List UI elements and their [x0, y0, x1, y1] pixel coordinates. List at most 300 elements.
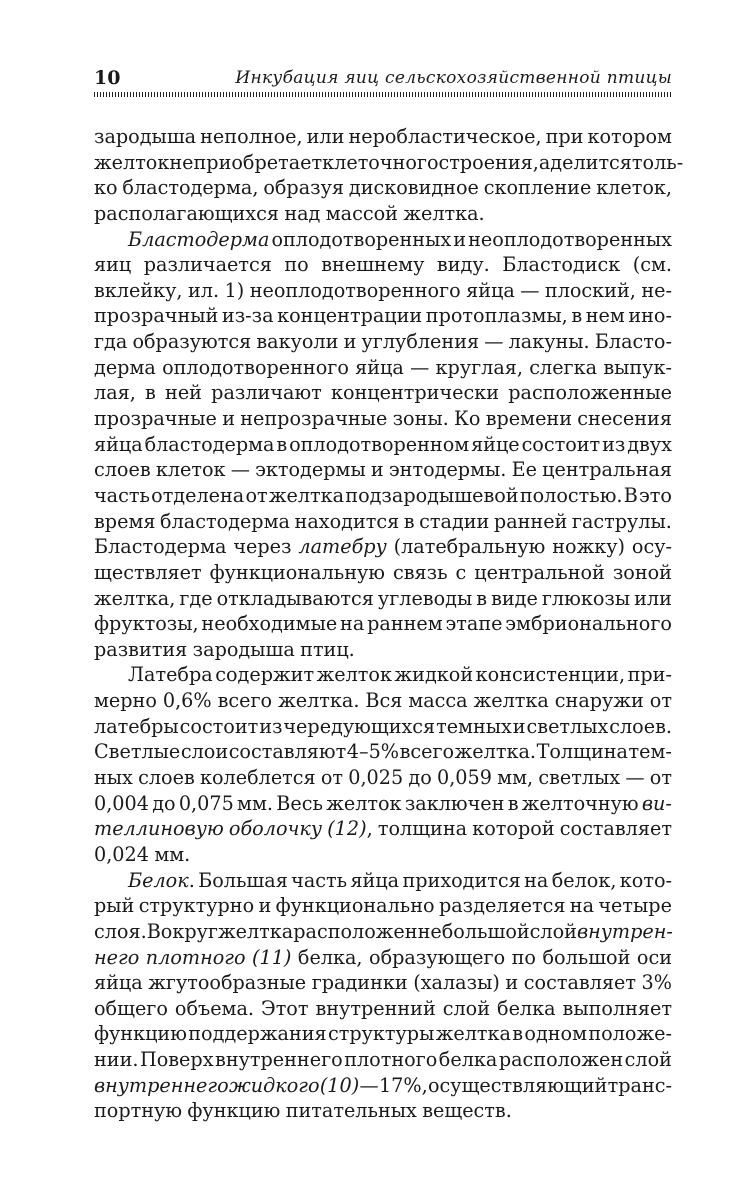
- text-line: [94, 1047, 672, 1073]
- word: ранней: [493, 509, 568, 533]
- word: функцию: [94, 1022, 187, 1046]
- word: расположен: [498, 1048, 624, 1072]
- text-line: [94, 509, 672, 535]
- word: выполняет: [562, 996, 672, 1020]
- word: углеводы: [377, 586, 473, 610]
- word: из-за: [221, 304, 274, 328]
- word: и: [258, 894, 272, 918]
- word: гаструлы.: [571, 509, 672, 533]
- word: небольшой: [417, 919, 530, 943]
- word: мерно: [94, 689, 157, 713]
- word: структурно: [138, 894, 255, 918]
- word: (халазы): [413, 971, 500, 995]
- word: образуются: [132, 330, 252, 354]
- text-line: [94, 175, 672, 201]
- word: скопление: [483, 176, 592, 200]
- word: массой: [325, 201, 398, 225]
- word: 0,025: [348, 766, 404, 790]
- word: функционально: [275, 894, 435, 918]
- word: градинки: [311, 971, 408, 995]
- word: —: [410, 355, 430, 379]
- text-line: [94, 406, 672, 432]
- text-line: [94, 355, 672, 381]
- text-line: [94, 483, 672, 509]
- text-line: [94, 534, 672, 560]
- word: виду.: [436, 253, 490, 277]
- word: с: [455, 560, 467, 584]
- word: объема.: [174, 996, 255, 1020]
- text-line: [94, 278, 672, 304]
- word: Бласто-: [594, 330, 672, 354]
- word: стадии: [419, 509, 490, 533]
- word: откладываются: [216, 586, 374, 610]
- word: Светлые: [94, 740, 181, 764]
- word: двух: [627, 432, 672, 456]
- word: большой: [542, 945, 631, 969]
- word: по: [284, 253, 309, 277]
- word: энтодермы.: [388, 458, 507, 482]
- word: выпук-: [603, 355, 672, 379]
- word: тем-: [628, 740, 672, 764]
- word: Бластодерма: [128, 227, 270, 251]
- word: отделена: [151, 483, 245, 507]
- word: Вся: [365, 689, 403, 713]
- word: желтка: [217, 919, 294, 943]
- word: зародыша: [94, 125, 197, 148]
- word: оплодотворенного: [162, 355, 349, 379]
- word: расположен: [293, 919, 418, 943]
- word: 0,004: [94, 791, 149, 815]
- word: до: [408, 766, 432, 790]
- word: времени: [485, 407, 573, 431]
- text-line: [94, 714, 672, 740]
- word: темных: [436, 714, 512, 738]
- text-line: [94, 662, 672, 688]
- word: находится: [294, 509, 400, 533]
- text-line: [94, 996, 672, 1022]
- word: осу-: [631, 535, 672, 559]
- word: необходимые: [201, 612, 338, 636]
- word: от: [245, 483, 268, 507]
- word: 0,075: [178, 791, 234, 815]
- running-title: Инкубация яиц сельскохозяйственной птицы: [235, 68, 672, 88]
- word: и: [370, 458, 384, 482]
- text-line: [94, 124, 672, 150]
- word: внутреннего: [215, 1048, 343, 1072]
- word: время: [94, 509, 156, 533]
- word: из: [602, 432, 626, 456]
- word: внутренний: [315, 996, 436, 1020]
- text-line: [94, 329, 672, 355]
- word: котором: [587, 125, 672, 148]
- word: вклейку,: [94, 278, 183, 302]
- word: лая,: [94, 381, 136, 405]
- page-header: [94, 66, 672, 96]
- word: —: [520, 278, 540, 302]
- text-line: [94, 1098, 672, 1124]
- word: белка,: [297, 945, 363, 969]
- word: Весь: [276, 791, 323, 815]
- word: этапе: [445, 612, 503, 636]
- word: светлых: [526, 714, 609, 738]
- word: 0,6%: [162, 689, 212, 713]
- word: латебры: [94, 714, 179, 738]
- word: толщина: [377, 817, 468, 841]
- word: слой: [442, 996, 491, 1020]
- word: неоплодотворенного: [249, 278, 461, 302]
- word: приобретает: [193, 150, 323, 174]
- word: на: [524, 868, 549, 892]
- word: от: [649, 689, 672, 713]
- word: которой: [472, 817, 555, 841]
- word: приходится: [402, 868, 521, 892]
- word: зародыша: [192, 637, 295, 661]
- word: белок,: [551, 868, 617, 892]
- word: птиц.: [300, 637, 355, 661]
- word: мм,: [497, 766, 534, 790]
- word: бластодерма: [144, 432, 275, 456]
- word: внутрен-: [576, 919, 673, 943]
- word: слой: [624, 1048, 672, 1072]
- word: образующего: [369, 945, 506, 969]
- word: часть: [291, 868, 348, 892]
- word: вакуоли: [256, 330, 339, 354]
- word: желтка: [473, 689, 549, 713]
- word: в: [512, 1022, 524, 1046]
- word: концентрации: [277, 304, 423, 328]
- word: 17%,: [378, 1073, 428, 1097]
- word: в: [571, 304, 583, 328]
- word: всего: [399, 740, 455, 764]
- word: при: [545, 125, 584, 148]
- word: ней: [165, 381, 202, 405]
- word: желточную: [521, 791, 639, 815]
- word: раннем: [367, 612, 443, 636]
- text-line: [94, 457, 672, 483]
- word: неполное,: [200, 125, 303, 148]
- word: внешнему: [321, 253, 425, 277]
- word: где: [179, 586, 213, 610]
- word: рый: [94, 894, 135, 918]
- word: 0,024: [94, 842, 149, 866]
- word: Белок.: [128, 868, 195, 892]
- word: латебру: [298, 535, 387, 559]
- word: Ко: [454, 407, 481, 431]
- word: Толщина: [536, 740, 628, 764]
- word: и: [512, 714, 526, 738]
- word: глюкозы: [541, 586, 631, 610]
- word: и: [505, 971, 519, 995]
- word: состоит: [179, 714, 259, 738]
- word: ных: [94, 766, 133, 790]
- text-line: [94, 432, 672, 458]
- word: эктодермы: [255, 458, 366, 482]
- word: протоплазмы,: [425, 304, 568, 328]
- word: яйца: [350, 868, 400, 892]
- word: В: [623, 483, 638, 507]
- word: Бластодерма: [94, 535, 227, 559]
- word: желтка: [435, 1022, 511, 1046]
- word: до: [152, 791, 176, 815]
- text-line: [94, 201, 672, 227]
- text-line: [94, 919, 672, 945]
- word: мм.: [154, 842, 191, 866]
- word: желтка.: [454, 740, 536, 764]
- word: консистенции,: [475, 663, 626, 687]
- word: (10): [319, 1073, 360, 1097]
- word: и: [222, 407, 235, 431]
- word: положе-: [588, 1022, 672, 1046]
- word: внутреннего: [94, 1073, 229, 1097]
- word: жидкого: [228, 1073, 320, 1097]
- word: бластодерма: [160, 509, 290, 533]
- word: толь-: [631, 150, 684, 174]
- text-line: [94, 970, 672, 996]
- text-line: [94, 765, 672, 791]
- text-line: [94, 868, 672, 894]
- page-number: 10: [94, 67, 121, 89]
- word: слоя.: [94, 919, 147, 943]
- word: яйца: [466, 278, 515, 302]
- word: эмбрионального: [505, 612, 672, 636]
- word: (латебральную: [393, 535, 546, 559]
- word: строения,: [438, 150, 539, 174]
- text-line: [94, 739, 672, 765]
- word: полостью.: [519, 483, 623, 507]
- word: Бластодиск: [502, 253, 621, 277]
- word: виде: [491, 586, 538, 610]
- word: неоплодотворенных: [468, 227, 672, 251]
- word: гда: [94, 330, 128, 354]
- word: подзародышевой: [345, 483, 519, 507]
- word: чередующихся: [283, 714, 436, 738]
- word: при-: [627, 663, 672, 687]
- word: не: [169, 150, 194, 174]
- word: Вокруг: [146, 919, 218, 943]
- word: центральная: [542, 458, 672, 482]
- word: углубления: [361, 330, 480, 354]
- word: слоев: [138, 766, 195, 790]
- text-line: [94, 150, 684, 176]
- word: плоский,: [544, 278, 636, 302]
- word: на: [569, 894, 595, 918]
- text-line: [94, 586, 672, 612]
- text-line: [94, 303, 672, 329]
- word: слои: [180, 740, 229, 764]
- body-text: [94, 124, 684, 1124]
- word: на: [340, 612, 365, 636]
- word: над: [284, 201, 321, 225]
- word: —: [625, 766, 645, 790]
- word: фруктозы,: [94, 612, 199, 636]
- text-line: [94, 560, 672, 586]
- word: ко: [94, 176, 118, 200]
- word: нем: [585, 304, 625, 328]
- text-line: [94, 252, 672, 278]
- word: (12),: [327, 817, 373, 841]
- word: не-: [641, 278, 672, 302]
- word: от: [649, 766, 672, 790]
- word: поддержания: [188, 1022, 327, 1046]
- word: оси: [636, 945, 672, 969]
- word: жгутообразные: [148, 971, 307, 995]
- word: часть: [94, 483, 150, 507]
- word: слой: [529, 919, 577, 943]
- word: яиц: [94, 253, 132, 277]
- text-line: [94, 688, 672, 714]
- word: ножку): [552, 535, 626, 559]
- word: составляют: [228, 740, 347, 764]
- word: через: [233, 535, 292, 559]
- word: белка: [497, 996, 556, 1020]
- text-line: [94, 637, 672, 663]
- word: прозрачные: [94, 407, 217, 431]
- text-line: [94, 611, 672, 637]
- word: зоны.: [392, 407, 449, 431]
- word: клеток,: [596, 176, 672, 200]
- word: это: [639, 483, 672, 507]
- word: от: [320, 766, 344, 790]
- word: клеточного: [322, 150, 439, 174]
- word: снаружи: [554, 689, 644, 713]
- word: яйце: [471, 432, 520, 456]
- word: ино-: [628, 304, 672, 328]
- word: центральной: [474, 560, 605, 584]
- text-line: [94, 1073, 672, 1099]
- word: Ее: [511, 458, 537, 482]
- word: неробластическое,: [348, 125, 542, 148]
- word: в: [507, 791, 519, 815]
- word: желток: [94, 150, 170, 174]
- text-line: [94, 893, 672, 919]
- word: из: [259, 714, 283, 738]
- word: делится: [550, 150, 632, 174]
- word: транс-: [607, 1073, 672, 1097]
- word: образуя: [263, 176, 344, 200]
- word: желток: [316, 663, 392, 687]
- word: кото-: [619, 868, 672, 892]
- word: светлых: [538, 766, 621, 790]
- word: четыре: [598, 894, 672, 918]
- word: и: [453, 227, 467, 251]
- text-line: [94, 945, 672, 971]
- word: концентрически: [330, 381, 500, 405]
- text-line: [94, 380, 672, 406]
- text-line: [94, 816, 672, 842]
- word: колеблется: [199, 766, 316, 790]
- word: —: [230, 458, 250, 482]
- word: в: [276, 432, 288, 456]
- word: в: [476, 586, 488, 610]
- text-line: [94, 1021, 672, 1047]
- word: (11): [252, 945, 292, 969]
- word: портную: [94, 1099, 183, 1123]
- word: располагающихся: [94, 201, 279, 225]
- word: различается: [143, 253, 272, 277]
- word: бластодерма,: [122, 176, 259, 200]
- word: функцию: [187, 1099, 281, 1123]
- word: Латебра: [128, 663, 213, 687]
- word: желтка.: [403, 201, 485, 225]
- word: веществ.: [422, 1099, 512, 1123]
- word: развития: [94, 637, 188, 661]
- word: ил.: [187, 278, 220, 302]
- word: разделяется: [438, 894, 566, 918]
- word: и: [343, 330, 357, 354]
- word: состоит: [521, 432, 601, 456]
- word: общего: [94, 996, 168, 1020]
- text-line: [94, 791, 672, 817]
- word: дерма: [94, 355, 156, 379]
- word: 1): [224, 278, 245, 302]
- word: снесения: [577, 407, 672, 431]
- word: Поверх: [139, 1048, 214, 1072]
- word: в: [145, 381, 156, 405]
- word: жидкой: [394, 663, 474, 687]
- word: составляет: [523, 971, 636, 995]
- word: круглая,: [435, 355, 523, 379]
- word: осуществляющий: [427, 1073, 608, 1097]
- word: (см.: [632, 253, 672, 277]
- word: плотного: [344, 1048, 438, 1072]
- word: или: [306, 125, 345, 148]
- word: яйца: [355, 355, 404, 379]
- word: желток: [326, 791, 402, 815]
- word: структуры: [327, 1022, 435, 1046]
- word: различают: [211, 381, 322, 405]
- word: желтка,: [94, 586, 176, 610]
- word: непрозрачные: [240, 407, 388, 431]
- word: зоной: [612, 560, 672, 584]
- word: слегка: [529, 355, 598, 379]
- word: желтка: [268, 483, 345, 507]
- word: функциональную: [209, 560, 386, 584]
- word: плотного: [145, 945, 246, 969]
- word: в: [403, 509, 415, 533]
- word: прозрачный: [94, 304, 219, 328]
- word: теллиновую: [94, 817, 224, 841]
- word: клеток: [155, 458, 226, 482]
- word: яйца: [94, 971, 143, 995]
- word: —: [359, 1073, 379, 1097]
- word: яйца: [94, 432, 143, 456]
- word: белка: [438, 1048, 498, 1072]
- word: связь: [392, 560, 448, 584]
- word: ществляет: [94, 560, 202, 584]
- word: слоев.: [609, 714, 672, 738]
- word: или: [634, 586, 672, 610]
- word: расположенные: [508, 381, 672, 405]
- word: дисковидное: [348, 176, 479, 200]
- text-line: [94, 227, 672, 253]
- word: —: [484, 330, 504, 354]
- word: составляет: [559, 817, 672, 841]
- word: масса: [408, 689, 468, 713]
- word: слоев: [94, 458, 151, 482]
- word: 0,059: [437, 766, 492, 790]
- word: 4–5%: [346, 740, 400, 764]
- word: мм.: [237, 791, 273, 815]
- word: него: [94, 945, 140, 969]
- word: содержит: [215, 663, 315, 687]
- word: Большая: [198, 868, 288, 892]
- word: заключен: [404, 791, 505, 815]
- word: оплодотворенном: [289, 432, 470, 456]
- word: лакуны.: [508, 330, 590, 354]
- word: желтка.: [278, 689, 360, 713]
- word: оплодотворенных: [271, 227, 452, 251]
- word: по: [511, 945, 536, 969]
